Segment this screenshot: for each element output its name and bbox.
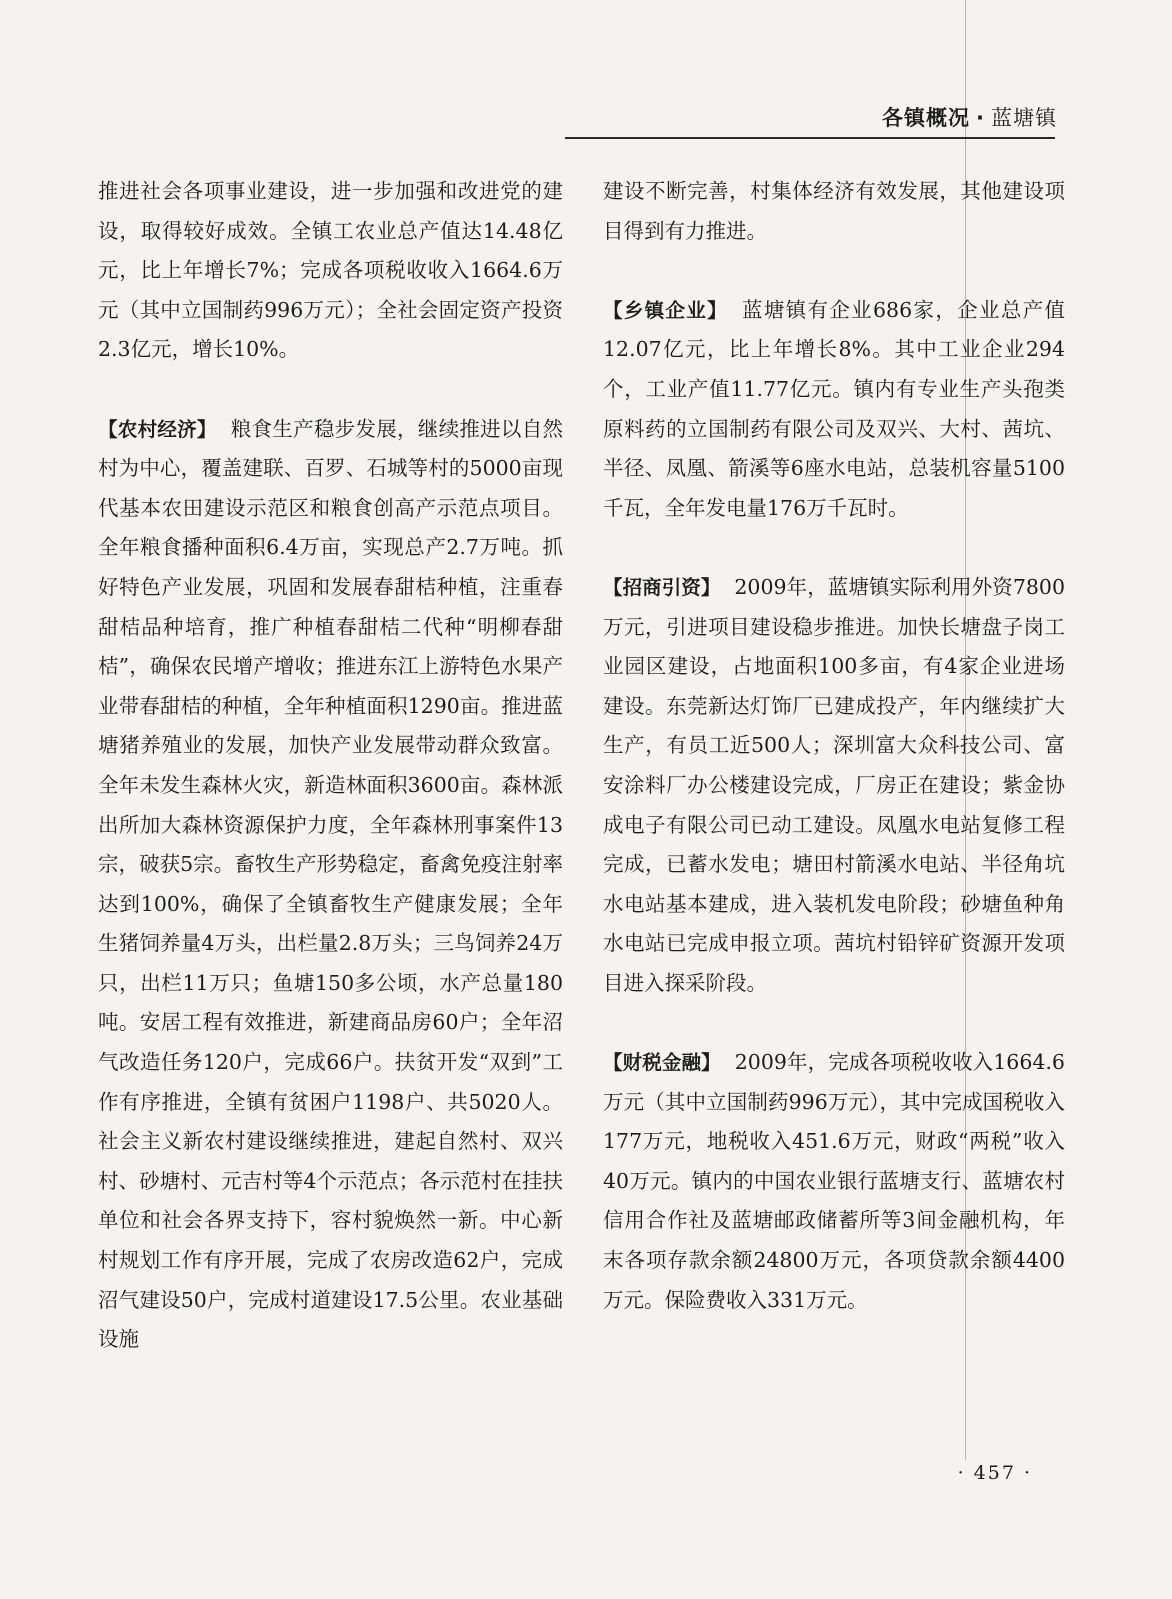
township-enterprises-text: 蓝塘镇有企业686家，企业总产值12.07亿元，比上年增长8%。其中工业企业294个，工业产值11.77亿元。镇内有专业生产头孢类原料药的立国制药有限公司及双兴、大村、茜坑、半径、凤凰、箭溪等6座水电站，总装机容量5100千瓦，全年发电量176万千瓦时。	[603, 297, 1065, 520]
investment-text: 2009年，蓝塘镇实际利用外资7800万元，引进项目建设稳步推进。加快长塘盘子岗工业园区建设，占地面积100多亩，有4家企业进场建设。东莞新达灯饰厂已建成投产，年内继续扩大生产，有员工近500人；深圳富大众科技公司、富安涂料厂办公楼建设完成，厂房正在建设；紫金协成电子有限公司已动工建设。凤凰水电站复修工程完成，已蓄水发电；塘田村箭溪水电站、半径角坑水电站基本建成，进入装机发电阶段；砂塘鱼种角水电站已完成申报立项。茜坑村铅锌矿资源开发项目进入探采阶段。	[603, 574, 1065, 995]
finance-section	[603, 1043, 1065, 1320]
rural-economy-title: 【农村经济】	[98, 417, 217, 441]
investment-title: 【招商引资】	[603, 575, 721, 599]
township-enterprises-section	[603, 291, 1065, 529]
finance-title: 【财税金融】	[603, 1051, 721, 1075]
rural-economy-text: 粮食生产稳步发展，继续推进以自然村为中心，覆盖建联、百罗、石城等村的5000亩现代基本农田建设示范区和粮食创高产示范点项目。全年粮食播种面积6.4万亩，实现总产2.7万吨。抓好特色产业发展，巩固和发展春甜桔种植，注重春甜桔品种培育，推广种植春甜桔二代种“明柳春甜桔”，确保农民增产增收；推进东江上游特色水果产业带春甜桔的种植，全年种植面积1290亩。推进蓝塘猪养殖业的发展，加快产业发展带动群众致富。全年未发生森林火灾，新造林面积3600亩。森林派出所加大森林资源保护力度，全年森林刑事案件13宗，破获5宗。畜牧生产形势稳定，畜禽免疫注射率达到100%，确保了全镇畜牧生产健康发展；全年生猪饲养量4万头，出栏量2.8万头；三鸟饲养24万只，出栏11万只；鱼塘150多公顷，水产总量180吨。安居工程有效推进，新建商品房60户；全年沼气改造任务120户，完成66户。扶贫开发“双到”工作有序推进，全镇有贫困户1198户、共5020人。社会主义新农村建设继续推进，建起自然村、双兴村、砂塘村、元吉村等4个示范点；各示范村在挂扶单位和社会各界支持下，容村貌焕然一新。中心新村规划工作有序开展，完成了农房改造62户，完成沼气建设50户，完成村道建设17.5公里。农业基础设施	[98, 416, 563, 1352]
continuation-paragraph: 建设不断完善，村集体经济有效发展，其他建设项目得到有力推进。	[603, 179, 1065, 243]
header-section: 各镇概况	[882, 106, 971, 130]
header-rule	[565, 137, 1055, 139]
page-number: · 457 ·	[957, 1462, 1032, 1484]
investment-section	[603, 568, 1065, 1004]
right-column	[603, 172, 1065, 1320]
intro-paragraph: 推进社会各项事业建设，进一步加强和改进党的建设，取得较好成效。全镇工农业总产值达14.48亿元，比上年增长7%；完成各项税收收入1664.6万元（其中立国制药996万元）；全社会固定资产投资2.3亿元，增长10%。	[98, 179, 563, 362]
header-separator: ·	[976, 106, 985, 130]
finance-text: 2009年，完成各项税收收入1664.6万元（其中立国制药996万元），其中完成国税收入177万元，地税收入451.6万元，财政“两税”收入40万元。镇内的中国农业银行蓝塘支行、蓝塘农村信用合作社及蓝塘邮政储蓄所等3间金融机构，年末各项存款余额24800万元，各项贷款余额4400万元。保险费收入331万元。	[603, 1050, 1065, 1312]
running-header	[882, 102, 1057, 132]
rural-economy-section	[98, 410, 563, 1360]
header-town: 蓝塘镇	[991, 106, 1057, 130]
township-enterprises-title: 【乡镇企业】	[603, 298, 729, 322]
left-column	[98, 172, 563, 1360]
